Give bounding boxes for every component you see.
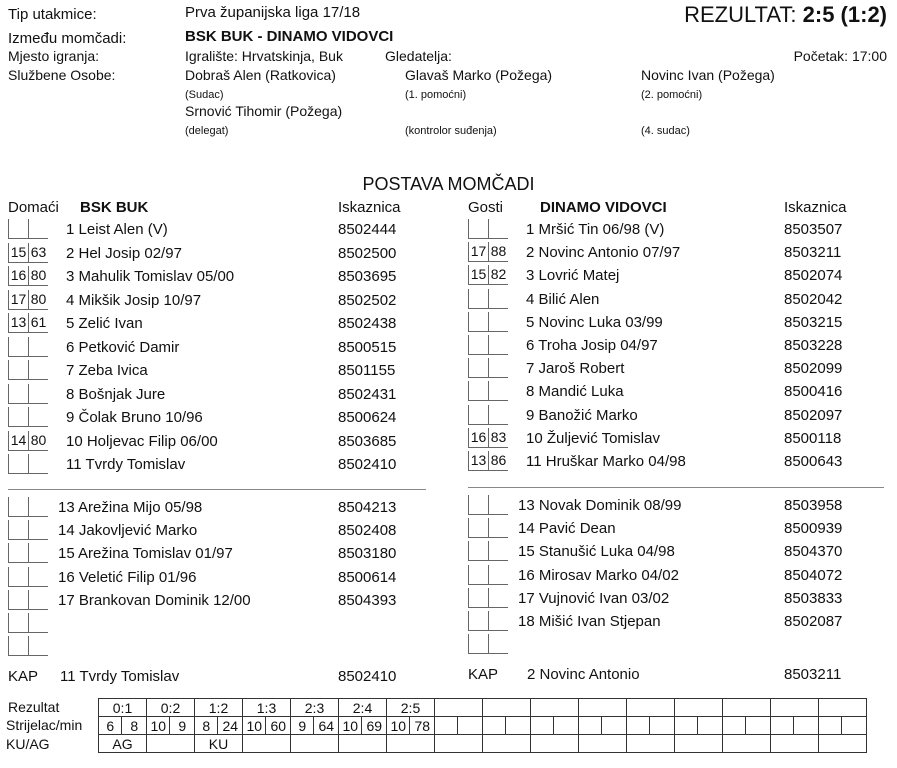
- sub-minute-box: [488, 312, 508, 332]
- score-cell: [627, 699, 675, 717]
- away-starter-row: [468, 451, 888, 473]
- sub-minute-box: [488, 358, 508, 378]
- sub-out-box: [468, 358, 488, 378]
- player-name: 7 Zeba Ivica: [66, 362, 148, 379]
- note-cell: [483, 735, 531, 753]
- minute-cell: [554, 717, 579, 735]
- sub-minute-box: [28, 613, 48, 633]
- away-starter-row: [468, 381, 888, 403]
- score-cell: [675, 699, 723, 717]
- away-side-label: Gosti: [468, 199, 504, 216]
- sub-out-box: [468, 219, 488, 239]
- player-name: 15 Arežina Tomislav 01/97: [58, 545, 233, 563]
- player-id: 8502099: [784, 360, 843, 378]
- sub-out-box: [8, 567, 28, 587]
- official-fourth-role: (4. sudac): [641, 125, 690, 137]
- scorer-cell: [723, 717, 746, 735]
- sub-out-box: [468, 565, 488, 585]
- sub-minute-box: [28, 590, 48, 610]
- sub-minute-box: [488, 405, 508, 425]
- sub-out-box: [468, 588, 488, 608]
- away-team-name: DINAMO VIDOVCI: [540, 199, 667, 216]
- player-id: 8503695: [338, 268, 397, 285]
- player-name: 3 Mahulik Tomislav 05/00: [66, 268, 235, 285]
- sub-out-box: 17: [468, 242, 488, 262]
- note-cell: [531, 735, 579, 753]
- home-bench-row: [8, 636, 428, 658]
- sub-minute-box: [28, 384, 48, 404]
- sub-minute-box: [28, 543, 48, 563]
- sub-minute-box: 63: [28, 243, 48, 263]
- scorer-cell: 9: [291, 717, 314, 735]
- player-name: 1 Leist Alen (V): [66, 221, 168, 238]
- player-id: 8500624: [338, 409, 397, 426]
- sub-out-box: [468, 289, 488, 309]
- sub-out-box: 15: [468, 265, 488, 285]
- away-id-header: Iskaznica: [784, 199, 847, 216]
- sub-out-box: [8, 613, 28, 633]
- away-starter-row: [468, 428, 888, 450]
- player-id: 8503507: [784, 221, 843, 238]
- sub-out-box: [468, 335, 488, 355]
- away-bench-row: [468, 611, 888, 633]
- minute-cell: 9: [170, 717, 195, 735]
- player-name: 7 Jaroš Robert: [526, 360, 625, 378]
- official-assistant2-name: Novinc Ivan (Požega): [641, 67, 775, 83]
- sub-minute-box: 80: [28, 266, 48, 286]
- home-starter-row: [8, 407, 428, 429]
- sub-out-box: [8, 360, 28, 380]
- minute-cell: [506, 717, 531, 735]
- home-bench-row: [8, 613, 428, 635]
- player-name: 6 Petković Damir: [66, 338, 180, 356]
- sub-minute-box: [488, 565, 508, 585]
- player-id: 8500614: [338, 568, 397, 586]
- note-cell: [579, 735, 627, 753]
- official-referee-role: (Sudac): [185, 89, 224, 101]
- scorer-cell: [531, 717, 554, 735]
- minute-cell: 24: [218, 717, 243, 735]
- sub-minute-box: [28, 497, 48, 517]
- player-name: 15 Stanušić Luka 04/98: [518, 543, 675, 561]
- sub-minute-box: 88: [488, 242, 508, 262]
- away-bench-row: [468, 634, 888, 656]
- minute-cell: 8: [122, 717, 147, 735]
- player-id: 8503685: [338, 432, 397, 450]
- scorer-cell: 10: [339, 717, 362, 735]
- score-row-notes: [99, 735, 867, 753]
- player-name: 6 Troha Josip 04/97: [526, 337, 658, 354]
- minute-cell: [698, 717, 723, 735]
- scorer-cell: [435, 717, 458, 735]
- sub-minute-box: 80: [28, 431, 48, 451]
- scorer-cell: 10: [387, 717, 410, 735]
- sub-out-box: [8, 219, 28, 239]
- teams-value: BSK BUK - DINAMO VIDOVCI: [185, 28, 394, 45]
- player-name: 4 Bilić Alen: [526, 290, 600, 308]
- scorer-cell: 8: [195, 717, 218, 735]
- player-name: 3 Lovrić Matej: [526, 267, 620, 285]
- spectators-label: Gledatelja:: [385, 48, 452, 64]
- player-id: 8503211: [784, 244, 842, 262]
- score-cell: 0:2: [147, 699, 195, 717]
- home-starter-row: [8, 384, 428, 406]
- score-cell: [579, 699, 627, 717]
- home-side-label: Domaći: [8, 199, 59, 216]
- lineup-title: POSTAVA MOMČADI: [362, 174, 535, 194]
- minute-cell: [746, 717, 771, 735]
- player-id: 8500643: [784, 453, 843, 470]
- player-name: 14 Jakovljević Marko: [58, 522, 198, 540]
- player-id: 8500118: [784, 429, 842, 447]
- sub-minute-box: 86: [488, 451, 508, 471]
- home-starter-row: [8, 431, 428, 453]
- scorer-cell: [819, 717, 842, 735]
- player-id: 8501155: [338, 362, 396, 379]
- away-starter-row: [468, 242, 888, 264]
- home-captain-label: KAP: [8, 668, 39, 685]
- away-bench-row: [468, 565, 888, 587]
- official-assistant2-role: (2. pomoćni): [641, 89, 703, 101]
- sub-out-box: [8, 454, 28, 474]
- player-name: 11 Hruškar Marko 04/98: [526, 453, 686, 470]
- sub-minute-box: 80: [28, 290, 48, 310]
- player-id: 8503833: [784, 589, 843, 607]
- match-type-label: Tip utakmice:: [8, 6, 97, 23]
- player-name: 17 Vujnović Ivan 03/02: [518, 589, 670, 607]
- player-name: 9 Čolak Bruno 10/96: [66, 409, 203, 426]
- sub-minute-box: [28, 520, 48, 540]
- sub-minute-box: 83: [488, 428, 508, 448]
- minute-cell: [794, 717, 819, 735]
- player-name: 2 Novinc Antonio 07/97: [526, 244, 681, 262]
- official-assistant1-role: (1. pomoćni): [405, 89, 467, 101]
- score-row-label-notes: KU/AG: [6, 736, 50, 752]
- sub-minute-box: [28, 636, 48, 656]
- sub-out-box: [468, 405, 488, 425]
- sub-minute-box: [28, 219, 48, 239]
- note-cell: [435, 735, 483, 753]
- sub-minute-box: 82: [488, 265, 508, 285]
- player-name: 13 Arežina Mijo 05/98: [58, 499, 203, 516]
- sub-out-box: 16: [8, 266, 28, 286]
- player-name: 2 Hel Josip 02/97: [66, 244, 182, 262]
- player-id: 8504393: [338, 591, 397, 609]
- sub-out-box: [8, 384, 28, 404]
- home-starter-row: [8, 360, 428, 382]
- player-name: 5 Zelić Ivan: [66, 315, 143, 332]
- sub-minute-box: [28, 407, 48, 427]
- sub-minute-box: [488, 495, 508, 515]
- player-id: 8504072: [784, 566, 843, 584]
- score-cell: [723, 699, 771, 717]
- away-bench-row: [468, 495, 888, 517]
- home-bench-row: [8, 520, 428, 542]
- score-cell: 0:1: [99, 699, 147, 717]
- scorer-cell: 6: [99, 717, 122, 735]
- score-cell: 1:2: [195, 699, 243, 717]
- away-starter-row: [468, 289, 888, 311]
- player-name: 1 Mršić Tin 06/98 (V): [526, 221, 665, 238]
- away-bench-row: [468, 518, 888, 540]
- minute-cell: 60: [266, 717, 291, 735]
- sub-out-box: [8, 543, 28, 563]
- note-cell: [291, 735, 339, 753]
- score-cell: [771, 699, 819, 717]
- note-cell: [387, 735, 435, 753]
- home-bench-row: [8, 543, 428, 565]
- note-cell: KU: [195, 735, 243, 753]
- score-cell: 2:4: [339, 699, 387, 717]
- player-id: 8503228: [784, 337, 843, 354]
- sub-out-box: [8, 337, 28, 357]
- minute-cell: [458, 717, 483, 735]
- score-cell: [531, 699, 579, 717]
- away-starter-row: [468, 219, 888, 241]
- result-label: REZULTAT:: [684, 2, 797, 27]
- player-id: 8502502: [338, 291, 397, 309]
- score-row-result: [99, 699, 867, 717]
- note-cell: [243, 735, 291, 753]
- player-name: 8 Mandić Luka: [526, 383, 624, 401]
- home-starter-row: [8, 337, 428, 359]
- player-id: 8502074: [784, 267, 843, 285]
- score-row-label-result: Rezultat: [8, 699, 60, 715]
- minute-cell: 78: [410, 717, 435, 735]
- player-id: 8504213: [338, 499, 397, 516]
- player-id: 8502042: [784, 290, 843, 308]
- home-bench-row: [8, 497, 428, 519]
- teams-label: Između momčadi:: [8, 30, 127, 47]
- away-starter-row: [468, 358, 888, 380]
- note-cell: [627, 735, 675, 753]
- sub-out-box: [8, 520, 28, 540]
- player-id: 8502438: [338, 315, 397, 332]
- player-id: 8502408: [338, 522, 397, 540]
- sub-out-box: [468, 541, 488, 561]
- sub-minute-box: [488, 611, 508, 631]
- note-cell: [819, 735, 867, 753]
- home-captain-id: 8502410: [338, 668, 397, 685]
- minute-cell: 64: [314, 717, 339, 735]
- player-id: 8503180: [338, 545, 397, 563]
- sub-minute-box: [28, 567, 48, 587]
- note-cell: AG: [99, 735, 147, 753]
- player-name: 10 Holjevac Filip 06/00: [66, 432, 218, 450]
- player-name: 13 Novak Dominik 08/99: [518, 497, 682, 514]
- away-bench-row: [468, 541, 888, 563]
- away-starter-row: [468, 405, 888, 427]
- scorer-cell: [675, 717, 698, 735]
- result-heading: [684, 2, 887, 28]
- sub-minute-box: [488, 634, 508, 654]
- player-id: 8502500: [338, 244, 397, 262]
- sub-minute-box: [488, 518, 508, 538]
- player-name: 9 Banožić Marko: [526, 406, 638, 424]
- minute-cell: [650, 717, 675, 735]
- score-row-scorer: [99, 717, 867, 735]
- score-cell: 1:3: [243, 699, 291, 717]
- home-starter-row: [8, 290, 428, 312]
- sub-out-box: 14: [8, 431, 28, 451]
- away-captain-label: KAP: [468, 666, 499, 683]
- player-name: 8 Bošnjak Jure: [66, 385, 166, 403]
- official-referee-name: Dobraš Alen (Ratkovica): [185, 67, 336, 83]
- player-name: 14 Pavić Dean: [518, 520, 616, 538]
- player-id: 8503215: [784, 313, 843, 331]
- player-name: 17 Brankovan Dominik 12/00: [58, 591, 251, 609]
- sub-out-box: [468, 381, 488, 401]
- official-assistant1-name: Glavaš Marko (Požega): [405, 67, 553, 83]
- minute-cell: [842, 717, 867, 735]
- sub-out-box: [8, 497, 28, 517]
- score-cell: 2:3: [291, 699, 339, 717]
- player-name: 16 Veletić Filip 01/96: [58, 568, 197, 586]
- player-id: 8500416: [784, 383, 843, 401]
- sub-out-box: [468, 312, 488, 332]
- player-name: 10 Žuljević Tomislav: [526, 429, 660, 447]
- start-time: Početak: 17:00: [793, 48, 887, 64]
- note-cell: [147, 735, 195, 753]
- sub-out-box: 13: [8, 313, 28, 333]
- sub-out-box: 16: [468, 428, 488, 448]
- venue-label: Mjesto igranja:: [8, 48, 100, 64]
- home-id-header: Iskaznica: [338, 199, 401, 216]
- note-cell: [339, 735, 387, 753]
- player-id: 8504370: [784, 543, 843, 561]
- sub-out-box: [468, 495, 488, 515]
- home-bench-row: [8, 590, 428, 612]
- scorer-cell: [627, 717, 650, 735]
- sub-out-box: [8, 407, 28, 427]
- away-starter-row: [468, 265, 888, 287]
- score-row-label-scorer: Strijelac/min: [6, 717, 83, 733]
- sub-out-box: 15: [8, 243, 28, 263]
- score-cell: [483, 699, 531, 717]
- match-type-value: Prva županijska liga 17/18: [185, 4, 361, 21]
- sub-minute-box: [488, 381, 508, 401]
- sub-minute-box: [488, 335, 508, 355]
- sub-out-box: [8, 590, 28, 610]
- player-id: 8502087: [784, 613, 843, 630]
- home-starter-row: [8, 219, 428, 241]
- sub-minute-box: [488, 541, 508, 561]
- note-cell: [771, 735, 819, 753]
- player-name: 5 Novinc Luka 03/99: [526, 313, 663, 331]
- result-value: 2:5 (1:2): [802, 2, 887, 27]
- home-starter-row: [8, 454, 428, 476]
- away-starter-row: [468, 312, 888, 334]
- player-id: 8502410: [338, 456, 397, 473]
- scorer-cell: 10: [243, 717, 266, 735]
- official-delegate-name: Srnović Tihomir (Požega): [185, 103, 343, 119]
- scorer-cell: [483, 717, 506, 735]
- home-captain-name: 11 Tvrdy Tomislav: [60, 668, 180, 685]
- sub-out-box: [468, 611, 488, 631]
- home-divider: [8, 489, 426, 490]
- sub-minute-box: [488, 588, 508, 608]
- minute-cell: 69: [362, 717, 387, 735]
- sub-out-box: 17: [8, 290, 28, 310]
- player-id: 8502444: [338, 221, 397, 238]
- sub-minute-box: 61: [28, 313, 48, 333]
- home-starter-row: [8, 266, 428, 288]
- player-name: 18 Mišić Ivan Stjepan: [518, 613, 661, 630]
- score-cell: 2:5: [387, 699, 435, 717]
- away-captain-name: 2 Novinc Antonio: [527, 666, 640, 683]
- home-team-name: BSK BUK: [80, 199, 149, 216]
- sub-out-box: [8, 636, 28, 656]
- sub-out-box: 13: [468, 451, 488, 471]
- away-bench-row: [468, 588, 888, 610]
- player-name: 16 Mirosav Marko 04/02: [518, 566, 679, 584]
- note-cell: [723, 735, 771, 753]
- score-table: [98, 698, 867, 753]
- sub-minute-box: [28, 337, 48, 357]
- away-divider: [468, 487, 884, 488]
- player-id: 8502431: [338, 385, 397, 403]
- venue-value: Igralište: Hrvatskinja, Buk: [185, 48, 343, 64]
- sub-out-box: [468, 518, 488, 538]
- minute-cell: [602, 717, 627, 735]
- score-cell: [435, 699, 483, 717]
- sub-minute-box: [28, 454, 48, 474]
- home-starter-row: [8, 243, 428, 265]
- player-id: 8500939: [784, 520, 843, 538]
- player-id: 8500515: [338, 338, 397, 356]
- player-id: 8502097: [784, 406, 843, 424]
- score-cell: [819, 699, 867, 717]
- sub-out-box: [468, 634, 488, 654]
- player-name: 4 Mikšik Josip 10/97: [66, 291, 202, 309]
- player-id: 8503958: [784, 497, 843, 514]
- home-bench-row: [8, 567, 428, 589]
- note-cell: [675, 735, 723, 753]
- away-captain-id: 8503211: [784, 666, 842, 683]
- player-name: 11 Tvrdy Tomislav: [66, 456, 186, 473]
- official-delegate-role: (delegat): [185, 125, 229, 137]
- away-starter-row: [468, 335, 888, 357]
- scorer-cell: 10: [147, 717, 170, 735]
- officials-label: Službene Osobe:: [8, 67, 116, 83]
- home-starter-row: [8, 313, 428, 335]
- sub-minute-box: [488, 219, 508, 239]
- scorer-cell: [579, 717, 602, 735]
- sub-minute-box: [488, 289, 508, 309]
- sub-minute-box: [28, 360, 48, 380]
- scorer-cell: [771, 717, 794, 735]
- official-controller-role: (kontrolor suđenja): [405, 125, 497, 137]
